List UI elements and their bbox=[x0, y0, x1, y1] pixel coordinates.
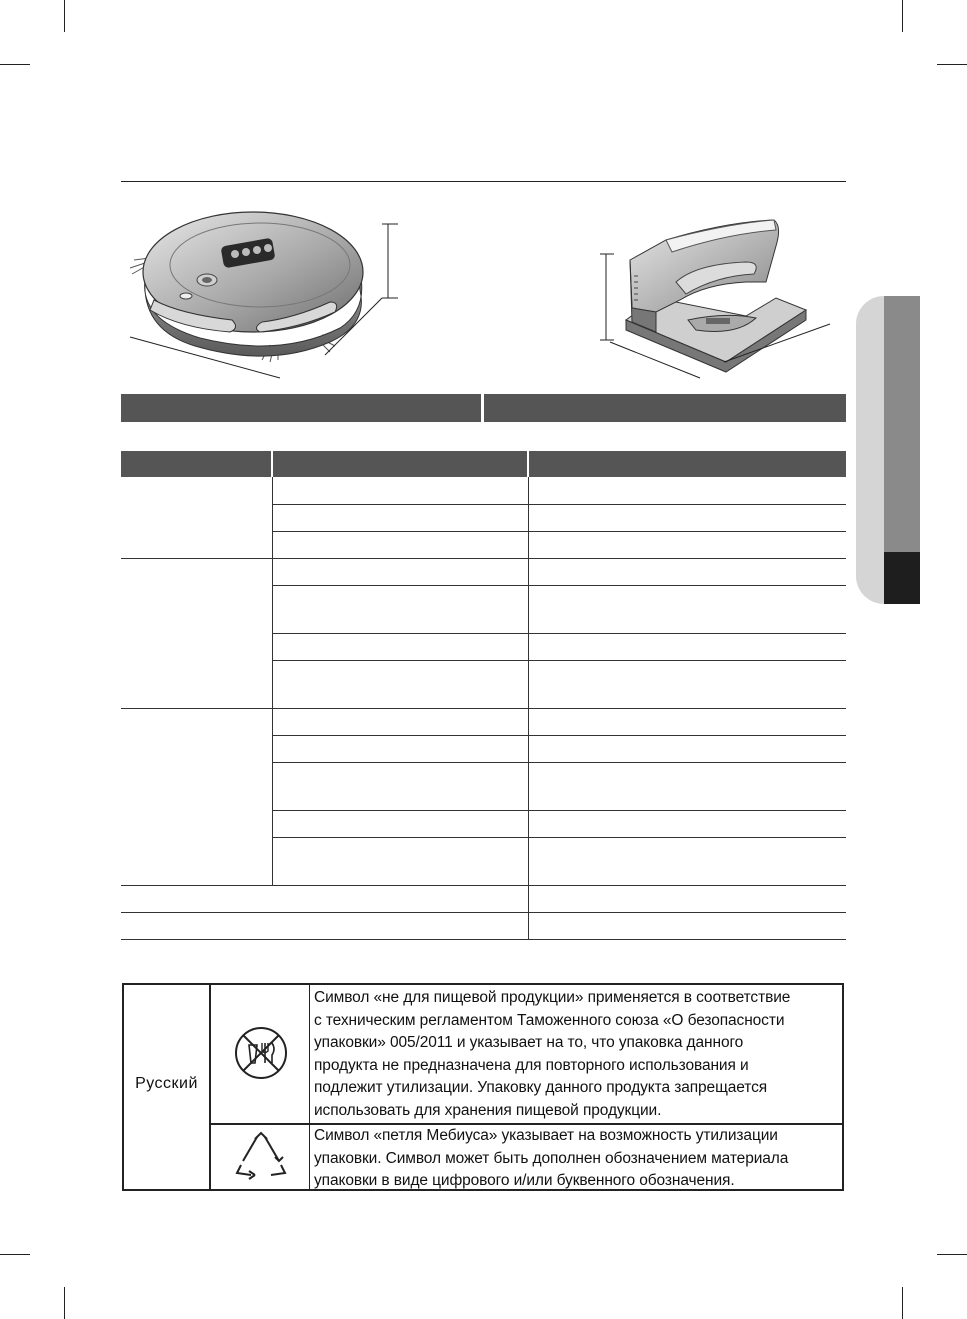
description-line: продукта не предназначена для повторного использования и bbox=[314, 1056, 749, 1074]
section-tab-marker bbox=[884, 296, 920, 552]
table-cell bbox=[272, 762, 528, 810]
table-row bbox=[121, 558, 846, 585]
table-group-cell bbox=[121, 477, 272, 558]
description-line: подлежит утилизации. Упаковку данного продукта запрещается bbox=[314, 1079, 768, 1096]
table-cell bbox=[528, 912, 846, 939]
table-cell bbox=[528, 660, 846, 708]
table-cell bbox=[528, 633, 846, 660]
description-line: с техническим регламентом Таможенного союза «О безопасности bbox=[314, 1011, 785, 1029]
section-tab-active bbox=[884, 552, 920, 604]
crop-mark bbox=[937, 64, 967, 65]
robot-caption-bar bbox=[121, 394, 481, 422]
crop-mark bbox=[902, 1287, 903, 1319]
table-group-cell bbox=[121, 558, 272, 708]
table-header-cell bbox=[528, 451, 846, 477]
table-cell bbox=[272, 477, 528, 504]
table-cell bbox=[528, 504, 846, 531]
table-cell bbox=[272, 660, 528, 708]
table-cell bbox=[272, 558, 528, 585]
table-cell bbox=[272, 735, 528, 762]
table-cell bbox=[528, 708, 846, 735]
robot-vacuum-illustration bbox=[120, 210, 410, 385]
crop-mark bbox=[0, 64, 30, 65]
language-label: Русский bbox=[135, 1075, 198, 1092]
table-row bbox=[121, 477, 846, 504]
table-header-row bbox=[121, 451, 846, 477]
spec-table bbox=[121, 451, 846, 940]
table-header-cell bbox=[121, 451, 272, 477]
crop-mark bbox=[902, 0, 903, 32]
mobius-icon-cell bbox=[211, 1125, 311, 1189]
table-cell bbox=[528, 762, 846, 810]
table-cell bbox=[272, 504, 528, 531]
table-header-cell bbox=[272, 451, 528, 477]
table-cell bbox=[121, 912, 528, 939]
table-cell bbox=[528, 477, 846, 504]
mobius-description bbox=[314, 1125, 834, 1193]
table-cell bbox=[272, 837, 528, 885]
top-rule bbox=[121, 181, 846, 182]
table-row bbox=[121, 708, 846, 735]
charging-dock-illustration bbox=[596, 212, 832, 380]
table-cell bbox=[272, 585, 528, 633]
table-cell bbox=[528, 585, 846, 633]
table-cell bbox=[272, 531, 528, 558]
description-line: Символ «петля Мебиуса» указывает на возможность утилизации bbox=[314, 1127, 778, 1144]
table-cell bbox=[528, 810, 846, 837]
table-cell bbox=[528, 885, 846, 912]
table-group-cell bbox=[121, 708, 272, 885]
crop-mark bbox=[0, 1254, 30, 1255]
crop-mark bbox=[937, 1254, 967, 1255]
table-row bbox=[121, 912, 846, 939]
language-cell bbox=[124, 985, 211, 1189]
description-line: Символ «не для пищевой продукции» применяется в соответствие bbox=[314, 989, 791, 1006]
table-cell bbox=[272, 708, 528, 735]
table-row bbox=[121, 885, 846, 912]
table-cell bbox=[528, 735, 846, 762]
crop-mark bbox=[64, 0, 65, 32]
description-line: использовать для хранения пищевой продукции. bbox=[314, 1101, 662, 1119]
dock-caption-bar bbox=[484, 394, 846, 422]
mobius-loop-icon bbox=[235, 1131, 287, 1181]
description-line: упаковки в виде цифрового и/или буквенного обозначения. bbox=[314, 1172, 735, 1189]
crop-mark bbox=[64, 1287, 65, 1319]
table-cell bbox=[121, 885, 528, 912]
packaging-symbols-table bbox=[122, 983, 844, 1191]
table-cell bbox=[272, 633, 528, 660]
description-line: упаковки. Символ может быть дополнен обозначением материала bbox=[314, 1149, 789, 1167]
table-cell bbox=[272, 810, 528, 837]
table-cell bbox=[528, 558, 846, 585]
table-cell bbox=[528, 531, 846, 558]
not-for-food-icon-cell bbox=[211, 985, 311, 1123]
table-cell bbox=[528, 837, 846, 885]
description-line: упаковки» 005/2011 и указывает на то, что упаковка данного bbox=[314, 1034, 744, 1051]
not-for-food-description bbox=[314, 987, 834, 1122]
not-for-food-icon bbox=[233, 1025, 289, 1081]
